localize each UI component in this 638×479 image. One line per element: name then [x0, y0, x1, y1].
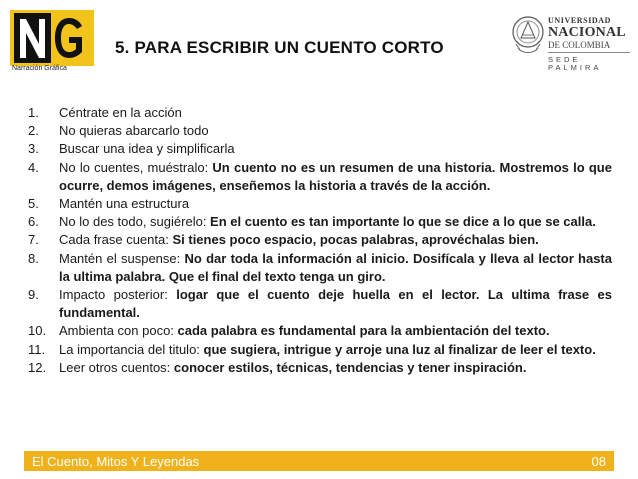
list-item-emphasis: logar que el cuento deje huella en el lector. La ultima frase es fundamental. [59, 287, 612, 321]
list-item-text [59, 250, 612, 286]
list-item-number: 4. [28, 159, 39, 175]
list-item [28, 104, 612, 122]
list-item-number: 9. [28, 287, 39, 303]
list-item [28, 122, 612, 140]
list-item [28, 195, 612, 213]
list-item-emphasis: cada palabra es fundamental para la ambientación del texto. [177, 323, 550, 339]
list-item [28, 322, 612, 340]
list-item-text [59, 104, 612, 122]
list-item-text [59, 231, 612, 249]
list-item-lead: Impacto posterior: [59, 287, 177, 303]
list-item-lead: Céntrate en la acción [59, 105, 182, 120]
list-item [28, 341, 612, 359]
page-number: 08 [591, 453, 606, 469]
university-seal-icon [510, 14, 546, 58]
list-item-text [59, 159, 612, 195]
university-line3: DE COLOMBIA [548, 40, 611, 50]
university-line2: NACIONAL [548, 25, 626, 40]
university-line1: UNIVERSIDAD [548, 16, 612, 25]
list-item-number: 3. [28, 141, 39, 157]
list-item-lead: Buscar una idea y simplificarla [59, 141, 235, 157]
list-item-text [59, 359, 612, 377]
list-item-lead: No lo cuentes, muéstralo: [59, 159, 213, 175]
list-item-text [59, 286, 612, 322]
list-item-lead: Cada frase cuenta: [59, 232, 173, 248]
list-item [28, 140, 612, 158]
list-item-emphasis: que sugiera, intrigue y arroje una luz al finalizar de leer el texto. [203, 341, 596, 357]
list-item-number: 12. [28, 359, 47, 375]
list-item-number: 2. [28, 123, 39, 139]
universidad-nacional-logo [508, 8, 632, 78]
slide-title: 5. PARA ESCRIBIR UN CUENTO CORTO [115, 38, 444, 57]
list-item [28, 231, 612, 249]
list-item [28, 213, 612, 231]
footer-bar [24, 451, 614, 471]
list-item-text [59, 213, 612, 231]
list-item [28, 250, 612, 286]
list-item-emphasis: conocer estilos, técnicas, tendencias y tener inspiración. [173, 359, 527, 375]
list-item-emphasis: Si tienes poco espacio, pocas palabras, aprovéchalas bien. [172, 232, 539, 248]
list-item [28, 159, 612, 195]
footer-title: El Cuento, Mitos Y Leyendas [32, 453, 200, 469]
narracion-grafica-logo [10, 10, 94, 77]
list-item-text [59, 341, 612, 359]
list-item-lead: Mantén una estructura [59, 196, 190, 212]
list-item-number: 11. [28, 341, 46, 357]
list-item-number: 1. [28, 105, 39, 120]
list-item-number: 10. [28, 323, 47, 339]
list-item-lead: No lo des todo, sugiérelo: [59, 214, 211, 230]
university-line4: SEDE PALMIRA [548, 55, 602, 72]
list-item-text [59, 322, 612, 340]
list-item-text [59, 195, 612, 213]
university-name [548, 17, 632, 71]
tips-list [28, 104, 612, 377]
list-item-text [59, 140, 612, 158]
logo-caption: Narración Gráfica [12, 65, 67, 72]
list-item-emphasis: No dar toda la información al inicio. Dosifícala y lleva al lector hasta la ultima palabra. Que el final del texto tenga un giro. [59, 250, 612, 284]
list-item-lead: Ambienta con poco: [59, 323, 178, 339]
list-item-number: 6. [28, 214, 39, 230]
list-item [28, 286, 612, 322]
list-item-emphasis: Un cuento no es un resumen de una historia. Mostremos lo que ocurre, demos imágenes, enseñemos la historia a través de la acción. [59, 159, 612, 193]
list-item [28, 359, 612, 377]
list-item-number: 7. [28, 232, 39, 248]
list-item-text [59, 122, 612, 140]
ng-logo-icon [10, 10, 94, 66]
list-item-emphasis: En el cuento es tan importante lo que se dice a lo que se calla. [210, 214, 596, 230]
list-item-number: 5. [28, 196, 39, 212]
university-divider [548, 52, 630, 53]
list-item-number: 8. [28, 250, 39, 266]
list-item-lead: Mantén el suspense: [59, 250, 185, 266]
list-item-lead: Leer otros cuentos: [59, 359, 174, 375]
list-item-lead: La importancia del titulo: [59, 341, 204, 357]
list-item-lead: No quieras abarcarlo todo [59, 123, 209, 139]
